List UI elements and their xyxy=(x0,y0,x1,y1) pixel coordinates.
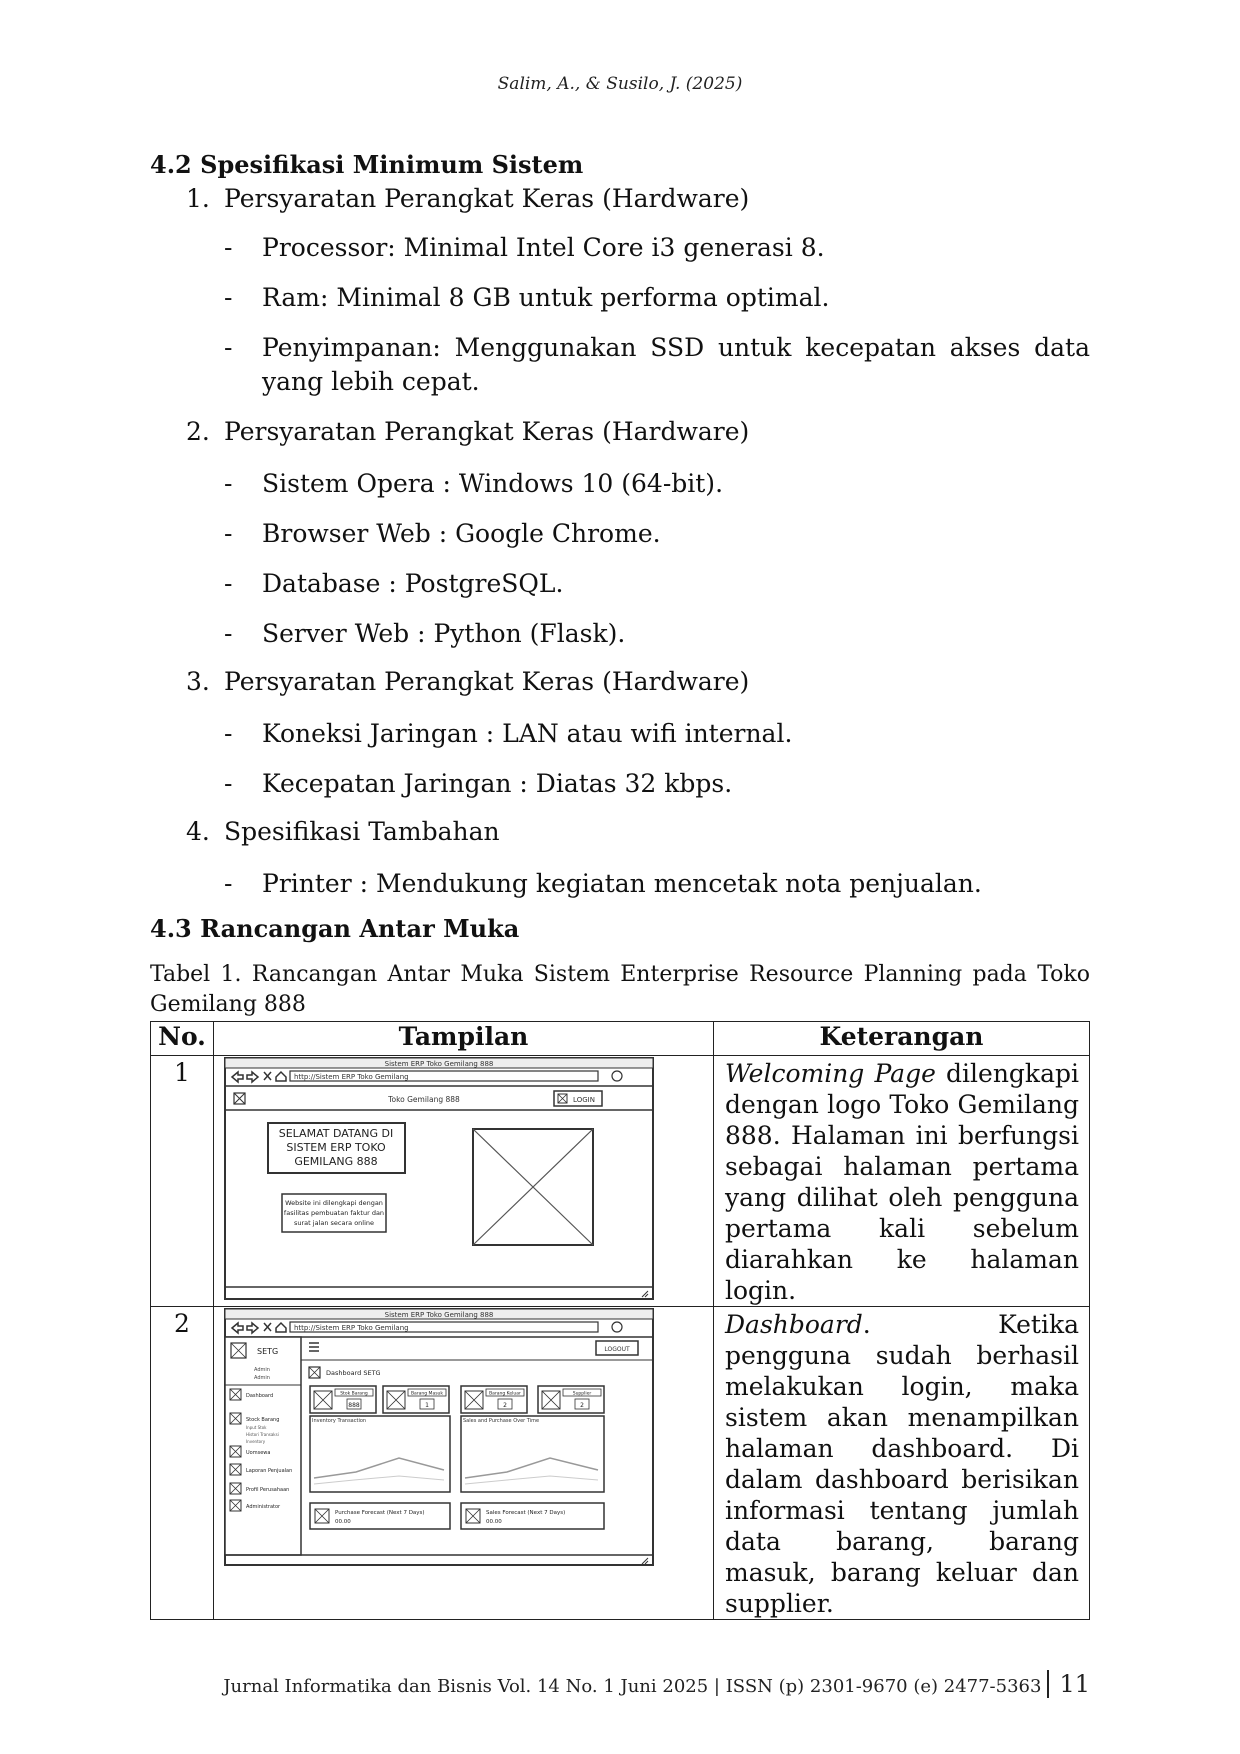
spec-bullet: - Kecepatan Jaringan : Diatas 32 kbps. xyxy=(224,769,733,798)
spec-item-1: 1. Persyaratan Perangkat Keras (Hardware) xyxy=(186,184,750,213)
inventory-chart xyxy=(310,1416,450,1492)
window-title: Sistem ERP Toko Gemilang 888 xyxy=(384,1060,494,1068)
spec-bullet: - Processor: Minimal Intel Core i3 generasi 8. xyxy=(224,233,825,262)
row-number: 1 xyxy=(151,1056,214,1307)
interface-design-table xyxy=(150,1021,1090,1620)
journal-info: Jurnal Informatika dan Bisnis Vol. 14 No. 1 Juni 2025 | ISSN (p) 2301-9670 (e) 2477-5363 xyxy=(223,1676,1042,1697)
spec-bullet: - Browser Web : Google Chrome. xyxy=(224,519,661,548)
welcome-page-wireframe xyxy=(224,1057,654,1300)
column-header-tampilan: Tampilan xyxy=(214,1022,714,1056)
svg-text:Barang Keluar: Barang Keluar xyxy=(489,1391,521,1397)
row-number: 2 xyxy=(151,1307,214,1620)
section-heading-4-2: 4.2 Spesifikasi Minimum Sistem xyxy=(150,150,584,179)
svg-text:888: 888 xyxy=(348,1402,360,1409)
welcome-page-mockup-cell xyxy=(214,1056,714,1307)
sales-forecast-box xyxy=(461,1503,604,1529)
dashboard-mockup-cell xyxy=(214,1307,714,1620)
page-footer xyxy=(223,1670,1090,1698)
svg-text:Profil Perusahaan: Profil Perusahaan xyxy=(246,1487,290,1493)
svg-text:Laporan Penjualan: Laporan Penjualan xyxy=(246,1468,293,1474)
spec-bullet: - Ram: Minimal 8 GB untuk performa optimal. xyxy=(224,283,830,312)
svg-text:00.00: 00.00 xyxy=(486,1519,502,1525)
row-description: Welcoming Page dilengkapi dengan logo Toko Gemilang 888. Halaman ini berfungsi sebagai halaman pertama yang dilihat oleh pengguna pertama kali sebelum diarahkan ke halaman login. xyxy=(714,1056,1090,1307)
svg-text:Website ini dilengkapi dengan: Website ini dilengkapi dengan xyxy=(285,1199,383,1207)
sidebar-logo: SETG xyxy=(257,1347,279,1356)
table-row xyxy=(151,1056,1090,1307)
stat-card xyxy=(383,1386,449,1413)
svg-text:Admin: Admin xyxy=(254,1375,270,1381)
row-description: Dashboard. Ketika pengguna sudah berhasil melakukan login, maka sistem akan menampilkan halaman dashboard. Di dalam dashboard berisikan informasi tentang jumlah data barang, barang masuk, barang keluar dan supplier. xyxy=(714,1307,1090,1620)
spec-item-4: 4. Spesifikasi Tambahan xyxy=(186,817,500,846)
section-heading-4-3: 4.3 Rancangan Antar Muka xyxy=(150,914,520,943)
svg-text:Barang Masuk: Barang Masuk xyxy=(410,1391,444,1397)
table-row xyxy=(151,1307,1090,1620)
spec-bullet: - Server Web : Python (Flask). xyxy=(224,619,626,648)
sidebar-subitem: Inventory xyxy=(246,1439,266,1444)
svg-text:LOGOUT: LOGOUT xyxy=(604,1346,630,1353)
column-header-keterangan: Keterangan xyxy=(714,1022,1090,1056)
spec-bullet: - Penyimpanan: Menggunakan SSD untuk kecepatan akses data yang lebih cepat. xyxy=(224,333,1090,396)
svg-text:fasilitas pembuatan faktur dan: fasilitas pembuatan faktur dan xyxy=(283,1209,385,1217)
svg-text:Stok Barang: Stok Barang xyxy=(340,1391,368,1397)
svg-text:Uomsewa: Uomsewa xyxy=(246,1450,271,1456)
svg-text:surat jalan secara online: surat jalan secara online xyxy=(293,1219,375,1227)
url-bar: http://Sistem ERP Toko Gemilang xyxy=(294,1324,409,1332)
svg-text:Sales Forecast (Next 7 Days): Sales Forecast (Next 7 Days) xyxy=(486,1510,566,1516)
svg-text:GEMILANG 888: GEMILANG 888 xyxy=(294,1155,378,1168)
sidebar-subitem: Input Stok xyxy=(246,1425,267,1430)
table-caption: Tabel 1. Rancangan Antar Muka Sistem Enterprise Resource Planning pada Toko Gemilang 888 xyxy=(150,962,1090,1017)
svg-text:00.00: 00.00 xyxy=(335,1519,351,1525)
svg-text:Stock Barang: Stock Barang xyxy=(246,1417,280,1423)
svg-text:Dashboard: Dashboard xyxy=(246,1393,274,1399)
spec-bullet: - Koneksi Jaringan : LAN atau wifi internal. xyxy=(224,719,793,748)
svg-text:2: 2 xyxy=(580,1402,584,1409)
svg-text:SELAMAT DATANG DI: SELAMAT DATANG DI xyxy=(278,1127,394,1140)
svg-text:LOGIN: LOGIN xyxy=(573,1096,595,1104)
svg-text:1: 1 xyxy=(425,1402,429,1409)
svg-text:Sales and Purchase Over Time: Sales and Purchase Over Time xyxy=(463,1418,540,1424)
stat-card xyxy=(538,1386,604,1413)
page-number: 11 xyxy=(1047,1670,1090,1698)
dashboard-wireframe xyxy=(224,1308,654,1566)
spec-bullet: - Printer : Mendukung kegiatan mencetak nota penjualan. xyxy=(224,869,982,898)
window-title: Sistem ERP Toko Gemilang 888 xyxy=(384,1311,494,1319)
column-header-no: No. xyxy=(151,1022,214,1056)
spec-item-3: 3. Persyaratan Perangkat Keras (Hardware) xyxy=(186,667,750,696)
sales-purchase-chart xyxy=(461,1416,604,1492)
page-title: Dashboard SETG xyxy=(326,1369,381,1377)
sidebar-subitem: Histori Transaksi xyxy=(246,1432,279,1437)
svg-text:SISTEM ERP TOKO: SISTEM ERP TOKO xyxy=(286,1141,386,1154)
svg-text:Administrator: Administrator xyxy=(246,1504,281,1510)
spec-item-2: 2. Persyaratan Perangkat Keras (Hardware) xyxy=(186,417,750,446)
stat-card xyxy=(310,1386,376,1413)
brand-name: Toko Gemilang 888 xyxy=(388,1095,460,1104)
table-header-row xyxy=(151,1022,1090,1056)
running-header: Salim, A., & Susilo, J. (2025) xyxy=(497,74,743,94)
svg-text:Admin: Admin xyxy=(254,1367,270,1373)
svg-text:Inventory Transaction: Inventory Transaction xyxy=(312,1418,367,1424)
svg-text:Purchase Forecast (Next 7 Days: Purchase Forecast (Next 7 Days) xyxy=(335,1510,425,1516)
url-bar: http://Sistem ERP Toko Gemilang xyxy=(294,1073,409,1081)
spec-bullet: - Sistem Opera : Windows 10 (64-bit). xyxy=(224,469,724,498)
svg-text:2: 2 xyxy=(503,1402,507,1409)
purchase-forecast-box xyxy=(310,1503,450,1529)
stat-card xyxy=(461,1386,527,1413)
spec-bullet: - Database : PostgreSQL. xyxy=(224,569,564,598)
svg-text:Supplier: Supplier xyxy=(572,1391,592,1397)
